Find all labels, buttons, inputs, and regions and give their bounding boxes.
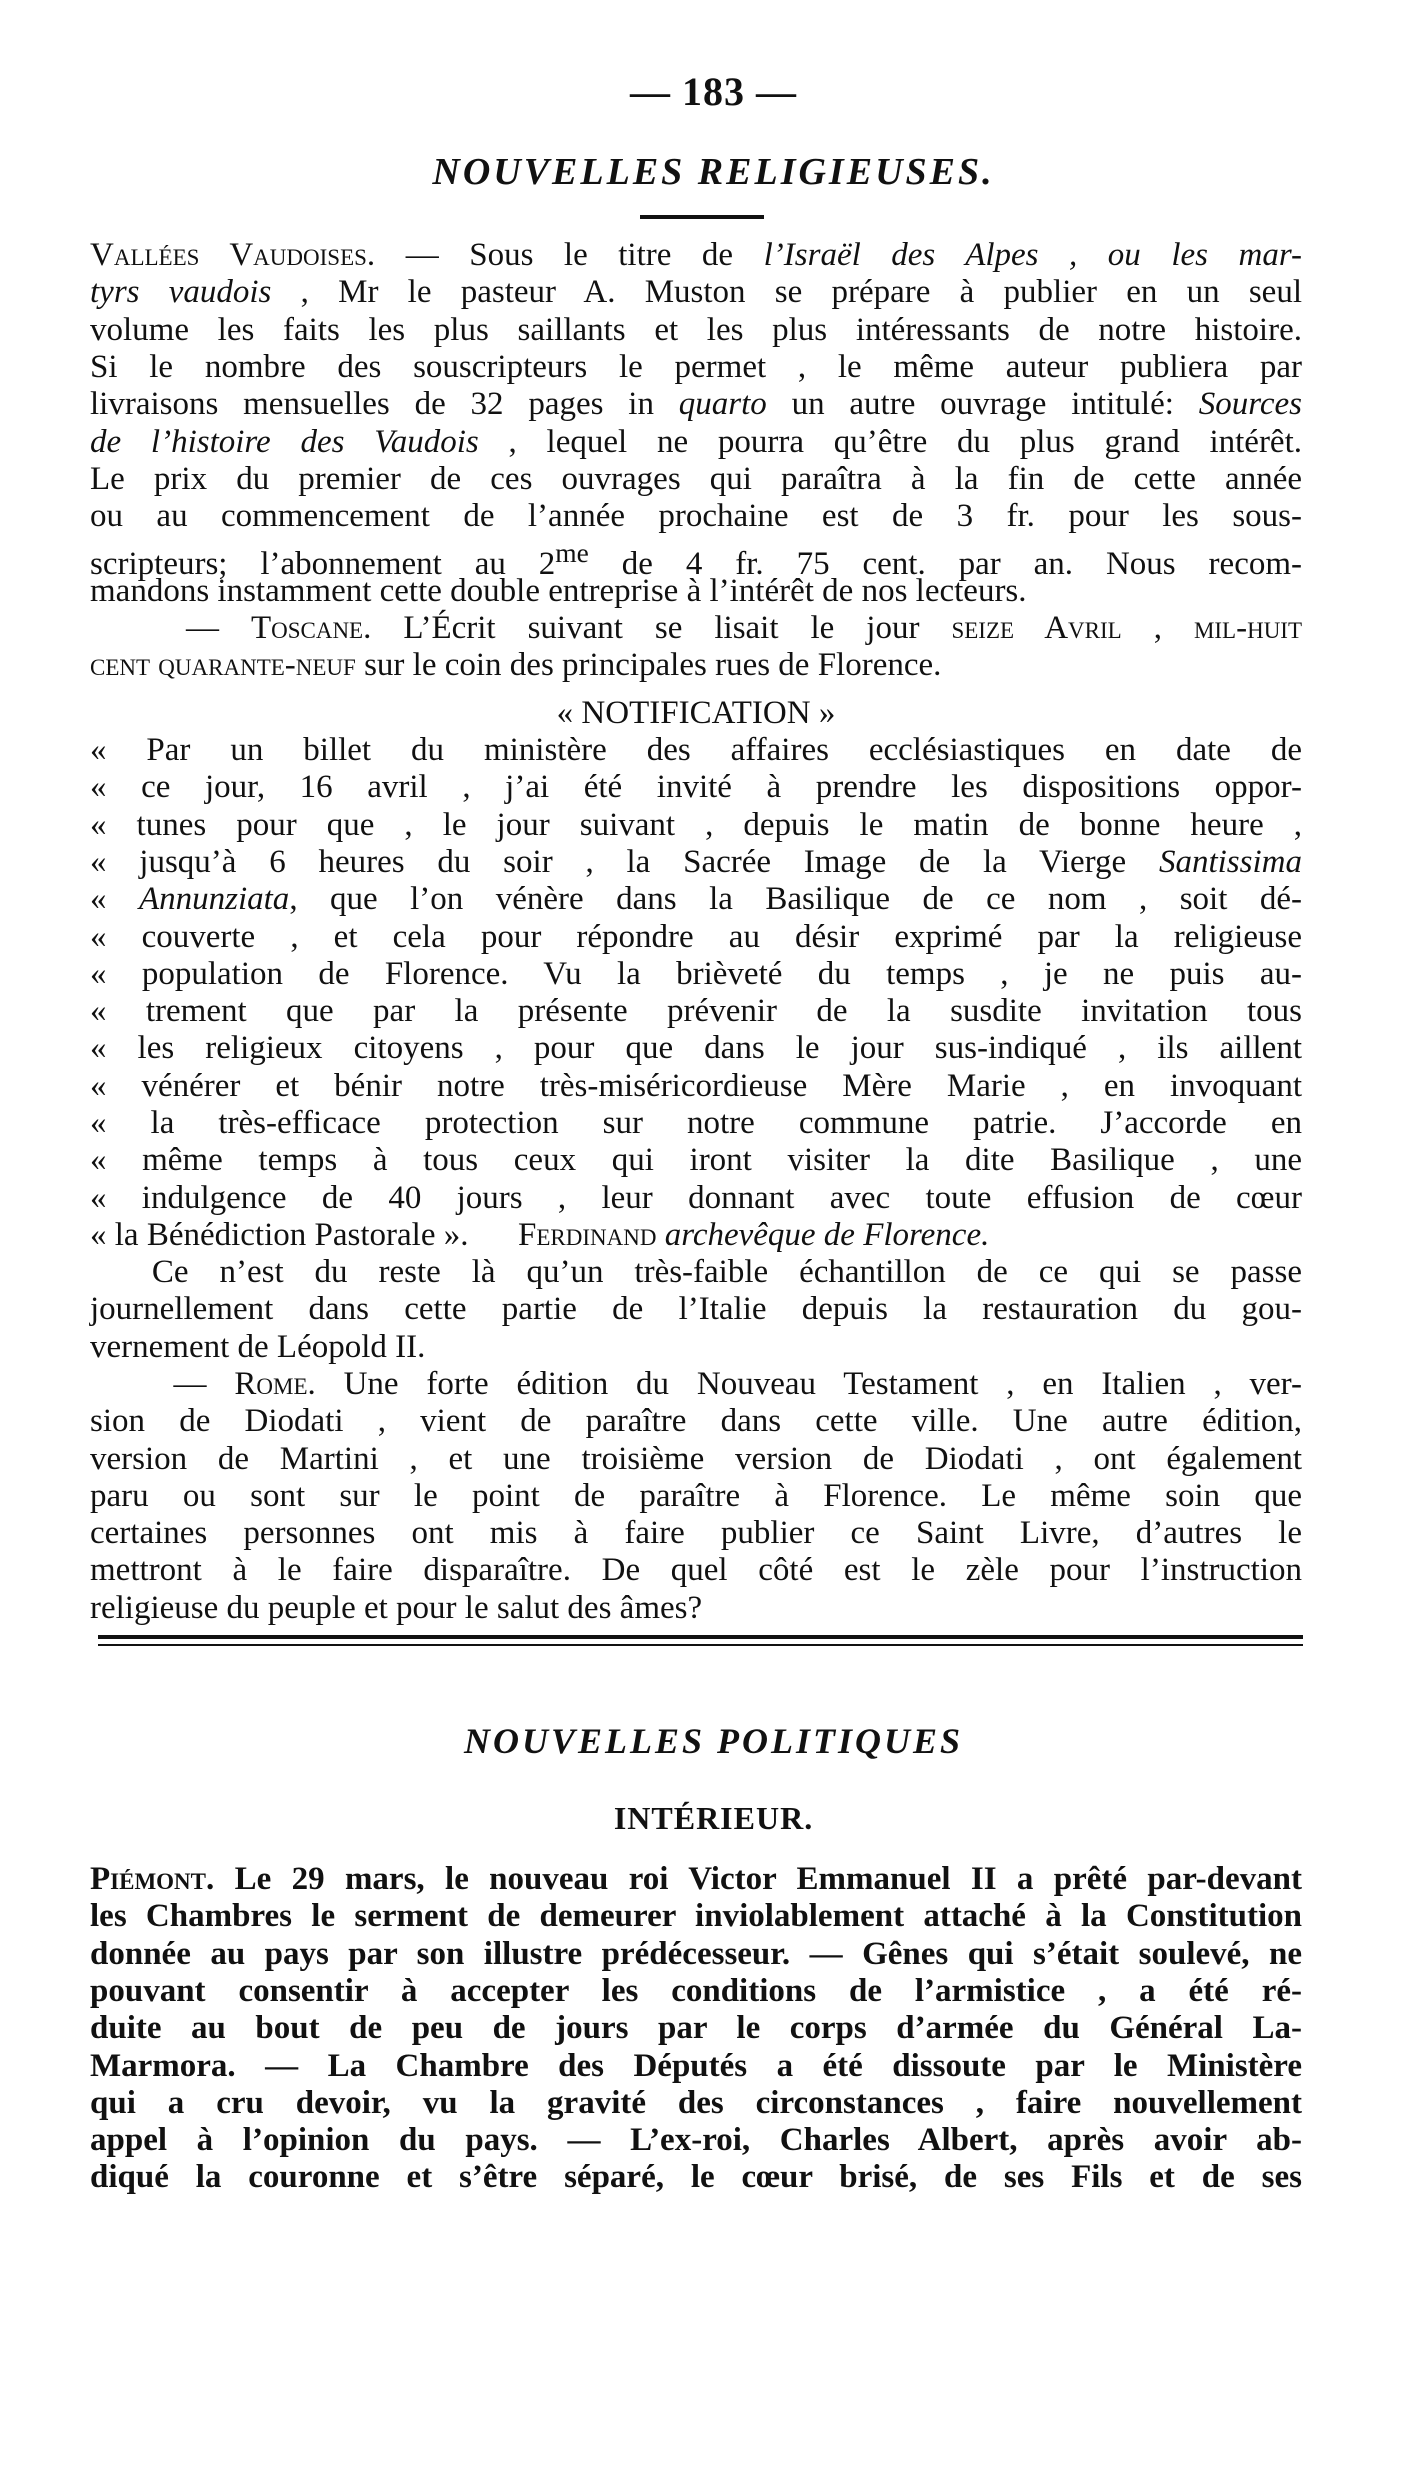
paragraph-line: journellement dans cette partie de l’Italie depuis la restauration du gou- — [90, 1291, 1302, 1328]
paragraph-line: version de Martini , et une troisième version de Diodati , ont également — [90, 1440, 1302, 1477]
notification-line: « les religieux citoyens , pour que dans le jour sus-indiqué , ils aillent — [90, 1030, 1302, 1067]
notification-line: « la Bénédiction Pastorale ». Ferdinand archevêque de Florence. — [90, 1216, 990, 1253]
page-number: — 183 — — [630, 69, 797, 114]
paragraph-line: de l’histoire des Vaudois , lequel ne pourra qu’être du plus grand intérêt. — [90, 423, 1303, 460]
paragraph-line: paru ou sont sur le point de paraître à Florence. Le même soin que — [90, 1477, 1302, 1514]
paragraph-line: mandons instamment cette double entreprise à l’intérêt de nos lecteurs. — [90, 572, 1027, 609]
paragraph-line: Vallées Vaudoises. — Sous le titre de l’Israël des Alpes , ou les mar- — [90, 237, 1302, 273]
section-title-politiques: NOUVELLES POLITIQUES — [463, 1721, 964, 1761]
paragraph-line: vernement de Léopold II. — [90, 1328, 426, 1365]
subsection-title-interieur: INTÉRIEUR. — [613, 1800, 814, 1836]
paragraph-line: Le prix du premier de ces ouvrages qui paraîtra à la fin de cette année — [90, 460, 1302, 497]
paragraph-line: Piémont. Le 29 mars, le nouveau roi Victor Emmanuel II a prêté par-devant — [90, 1861, 1302, 1897]
paragraph-line: volume les faits les plus saillants et les plus intéressants de notre histoire. — [90, 311, 1302, 348]
notification-line: « jusqu’à 6 heures du soir , la Sacrée Image de la Vierge Santissima — [90, 843, 1302, 880]
paragraph-line: les Chambres le serment de demeurer inviolablement attaché à la Constitution — [90, 1898, 1302, 1935]
paragraph-line: appel à l’opinion du pays. — L’ex-roi, Charles Albert, après avoir ab- — [90, 2122, 1302, 2159]
paragraph-line: diqué la couronne et s’être séparé, le cœur brisé, de ses Fils et de ses — [90, 2159, 1302, 2196]
paragraph-line: mettront à le faire disparaître. De quel côté est le zèle pour l’instruction — [90, 1552, 1302, 1589]
paragraph-line: sion de Diodati , vient de paraître dans cette ville. Une autre édition, — [90, 1403, 1302, 1440]
section-divider — [98, 1635, 1303, 1646]
paragraph-line: — Toscane. L’Écrit suivant se lisait le jour seize Avril , mil-huit — [90, 610, 1303, 646]
paragraph-line: ou au commencement de l’année prochaine est de 3 fr. pour les sous- — [90, 498, 1302, 535]
paragraph-line: certaines personnes ont mis à faire publier ce Saint Livre, d’autres le — [90, 1515, 1302, 1552]
paragraph-line: scripteurs; l’abonnement au $2^{me}$ de 4 fr. 75 cent. par an. Nous recom- — [90, 537, 1302, 583]
paragraph-line: duite au bout de peu de jours par le corps d’armée du Général La- — [90, 2010, 1302, 2047]
notification-line: « ce jour, 16 avril , j’ai été invité à prendre les dispositions oppor- — [90, 769, 1302, 806]
notification-title: « NOTIFICATION » — [556, 695, 836, 731]
paragraph-line: qui a cru devoir, vu la gravité des circonstances , faire nouvellement — [90, 2084, 1302, 2121]
notification-line: « Annunziata, que l’on vénère dans la Basilique de ce nom , soit dé- — [90, 881, 1302, 918]
section-title-religieuses: NOUVELLES RELIGIEUSES. — [432, 151, 995, 193]
paragraph-line: cent quarante-neuf sur le coin des principales rues de Florence. — [90, 647, 942, 684]
title-rule — [640, 215, 764, 219]
paragraph-line: religieuse du peuple et pour le salut des âmes? — [90, 1589, 703, 1626]
notification-line: « population de Florence. Vu la brièveté du temps , je ne puis au- — [90, 955, 1302, 992]
notification-line: « trement que par la présente prévenir de la susdite invitation tous — [90, 993, 1302, 1030]
paragraph-line: tyrs vaudois , Mr le pasteur A. Muston se prépare à publier en un seul — [90, 274, 1302, 311]
notification-line: « indulgence de 40 jours , leur donnant avec toute effusion de cœur — [90, 1179, 1302, 1216]
paragraph-line: pouvant consentir à accepter les conditions de l’armistice , a été ré- — [90, 1972, 1302, 2009]
paragraph-line: Marmora. — La Chambre des Députés a été dissoute par le Ministère — [90, 2047, 1302, 2084]
paragraph-line: Ce n’est du reste là qu’un très-faible échantillon de ce qui se passe — [90, 1254, 1302, 1290]
notification-line: « même temps à tous ceux qui iront visiter la dite Basilique , une — [90, 1142, 1302, 1179]
paragraph-line: donnée au pays par son illustre prédécesseur. — Gênes qui s’était soulevé, ne — [90, 1935, 1302, 1972]
notification-line: « couverte , et cela pour répondre au désir exprimé par la religieuse — [90, 918, 1302, 955]
notification-line: « vénérer et bénir notre très-miséricordieuse Mère Marie , en invoquant — [90, 1067, 1302, 1104]
notification-line: « Par un billet du ministère des affaires ecclésiastiques en date de — [90, 732, 1302, 768]
notification-line: « la très-efficace protection sur notre commune patrie. J’accorde en — [90, 1105, 1302, 1141]
paragraph-line: Si le nombre des souscripteurs le permet , le même auteur publiera par — [90, 348, 1302, 385]
notification-line: « tunes pour que , le jour suivant , depuis le matin de bonne heure , — [90, 806, 1302, 843]
paragraph-line: livraisons mensuelles de 32 pages in quarto un autre ouvrage intitulé: Sources — [90, 386, 1302, 423]
paragraph-line: — Rome. Une forte édition du Nouveau Testament , en Italien , ver- — [90, 1365, 1303, 1402]
